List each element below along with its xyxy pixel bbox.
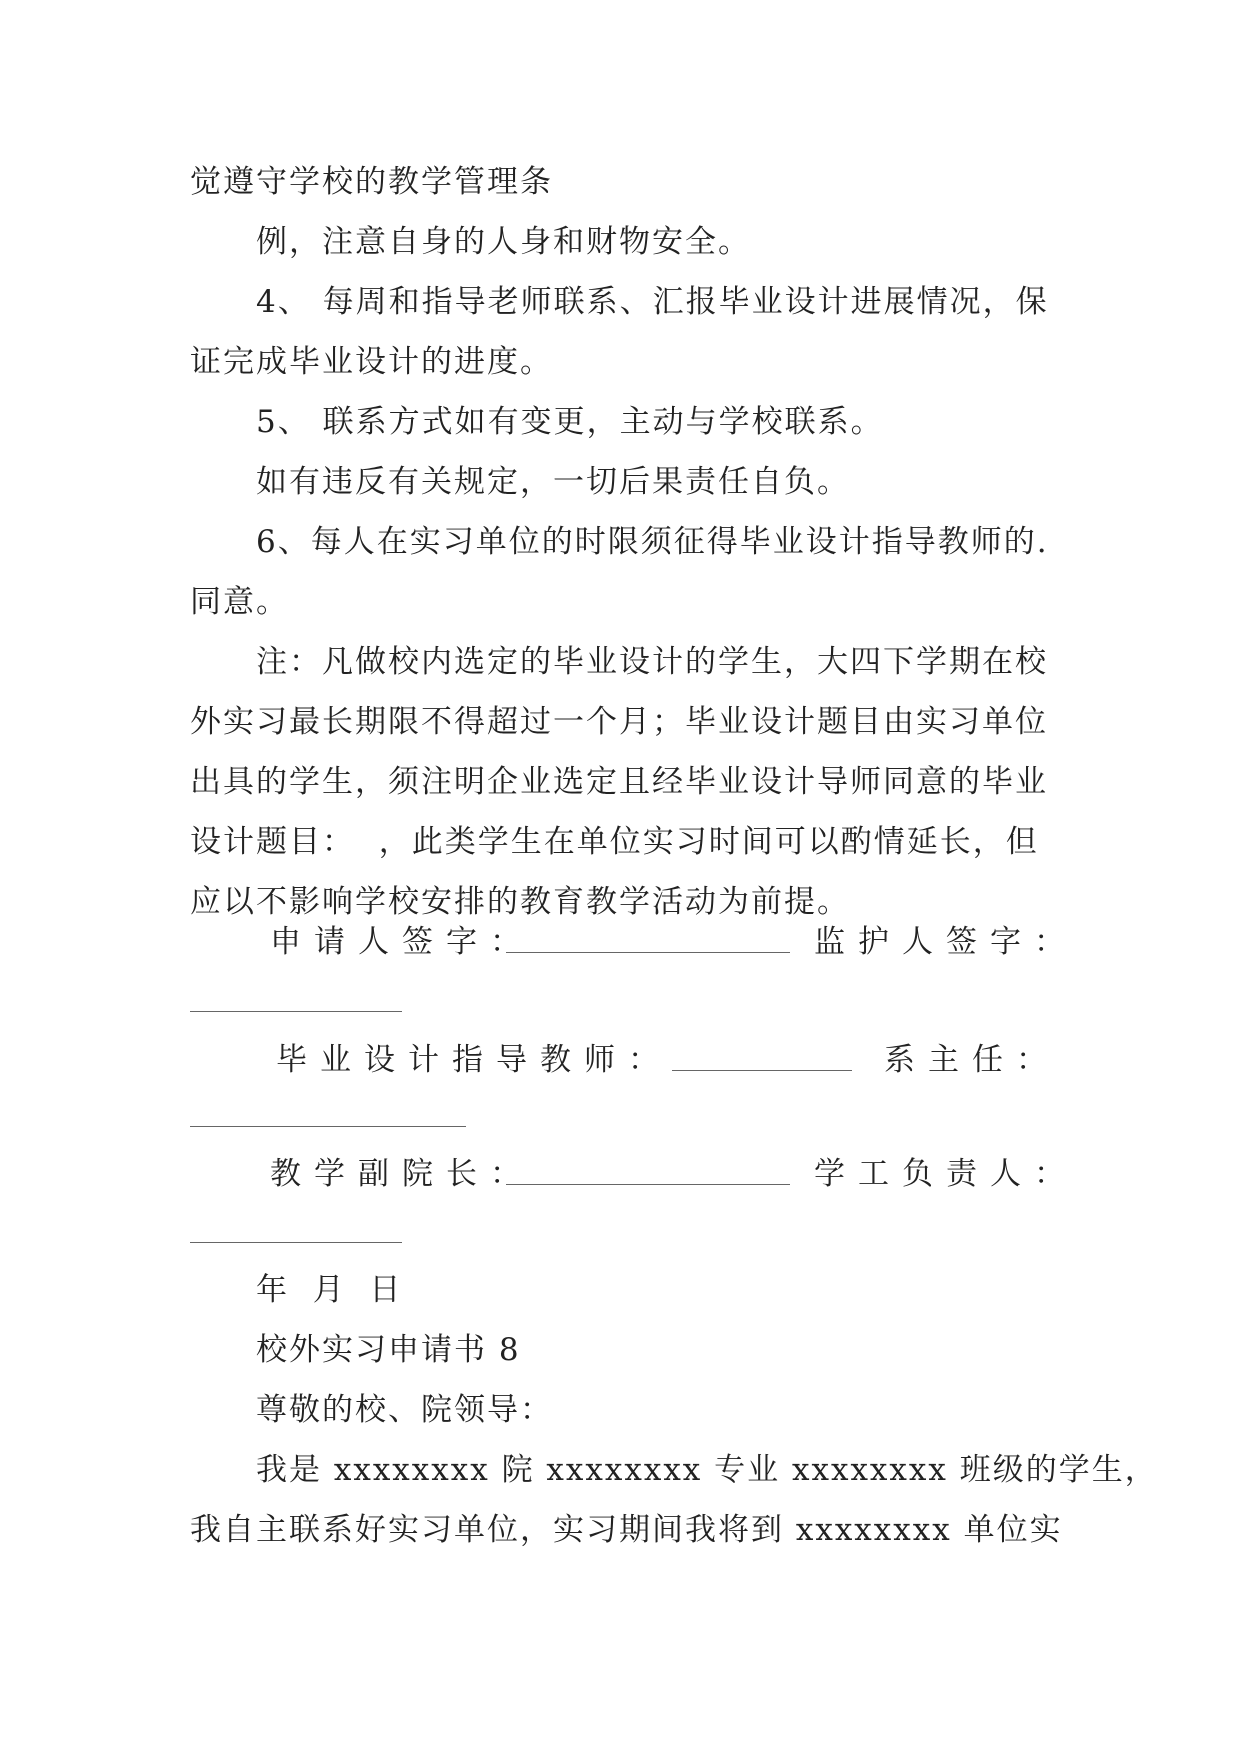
text-line: 应以不影响学校安排的教育教学活动为前提。 — [190, 884, 850, 920]
guardian-signature-label: 监护人签字： — [814, 924, 1078, 960]
text-line: 设计题目： ，此类学生在单位实习时间可以酌情延长，但 — [190, 824, 1039, 860]
dept-head-signature-label: 系主任： — [884, 1042, 1060, 1078]
text-line: 我自主联系好实习单位，实习期间我将到 xxxxxxxx 单位实 — [190, 1512, 1063, 1548]
section-title: 校外实习申请书 8 — [256, 1332, 521, 1368]
text-line: 同意。 — [190, 584, 289, 620]
text-line: 注：凡做校内选定的毕业设计的学生，大四下学期在校 — [256, 644, 1048, 680]
advisor-signature-label: 毕业设计指导教师： — [276, 1042, 672, 1078]
text-line: 证完成毕业设计的进度。 — [190, 344, 553, 380]
student-affairs-signature-label: 学工负责人： — [814, 1156, 1078, 1192]
student-affairs-signature-line[interactable] — [190, 1242, 402, 1243]
vice-dean-signature-line[interactable] — [506, 1184, 790, 1185]
applicant-signature-line[interactable] — [506, 952, 790, 953]
text-line: 我是 xxxxxxxx 院 xxxxxxxx 专业 xxxxxxxx 班级的学生， — [256, 1452, 1158, 1488]
text-line: 如有违反有关规定，一切后果责任自负。 — [256, 464, 850, 500]
text-line: 4、 每周和指导老师联系、汇报毕业设计进展情况，保 — [256, 284, 1049, 320]
text-line: 例，注意自身的人身和财物安全。 — [256, 224, 751, 260]
text-line: 外实习最长期限不得超过一个月；毕业设计题目由实习单位 — [190, 704, 1048, 740]
salutation: 尊敬的校、院领导： — [256, 1392, 553, 1428]
text-line: 5、 联系方式如有变更，主动与学校联系。 — [256, 404, 884, 440]
applicant-signature-label: 申请人签字： — [270, 924, 534, 960]
vice-dean-signature-label: 教学副院长： — [270, 1156, 534, 1192]
text-line: 6、每人在实习单位的时限须征得毕业设计指导教师的. — [256, 524, 1049, 560]
text-line: 觉遵守学校的教学管理条 — [190, 164, 553, 200]
dept-head-signature-line[interactable] — [190, 1126, 466, 1127]
advisor-signature-line[interactable] — [672, 1070, 852, 1071]
guardian-signature-line[interactable] — [190, 1011, 402, 1012]
date-line: 年 月 日 — [256, 1272, 403, 1308]
text-line: 出具的学生，须注明企业选定且经毕业设计导师同意的毕业 — [190, 764, 1048, 800]
